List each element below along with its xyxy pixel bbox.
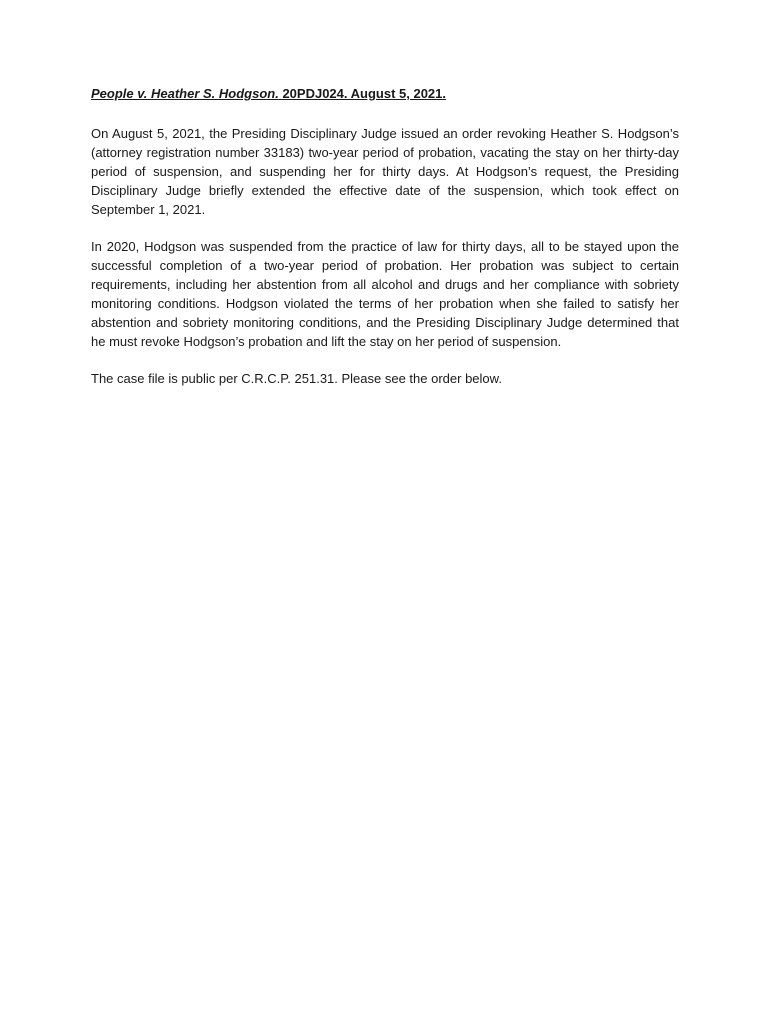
order-summary-paragraph: On August 5, 2021, the Presiding Disciplinary Judge issued an order revoking Heather S. Hodgson’s (attorney registration number 33183) two-year period of probation, vacating the stay on her thirty-day period of suspension, and suspending her for thirty days. At Hodgson’s request, the Presiding Disciplinary Judge briefly extended the effective date of the suspension, which took effect on September 1, 2021.: [91, 126, 679, 217]
case-title-details: 20PDJ024. August 5, 2021.: [282, 86, 447, 101]
case-title-parties: People v. Heather S. Hodgson.: [91, 86, 279, 101]
public-file-notice: The case file is public per C.R.C.P. 251.31. Please see the order below.: [91, 371, 502, 386]
background-paragraph: In 2020, Hodgson was suspended from the practice of law for thirty days, all to be stayed upon the successful completion of a two-year period of probation. Her probation was subject to certain requirements, including her abstention from all alcohol and drugs and her compliance with sobriety monitoring conditions. Hodgson violated the terms of her probation when she failed to satisfy her abstention and sobriety monitoring conditions, and the Presiding Disciplinary Judge determined that he must revoke Hodgson’s probation and lift the stay on her period of suspension.: [91, 239, 679, 349]
case-title: [91, 84, 679, 103]
document-body: [91, 84, 679, 406]
